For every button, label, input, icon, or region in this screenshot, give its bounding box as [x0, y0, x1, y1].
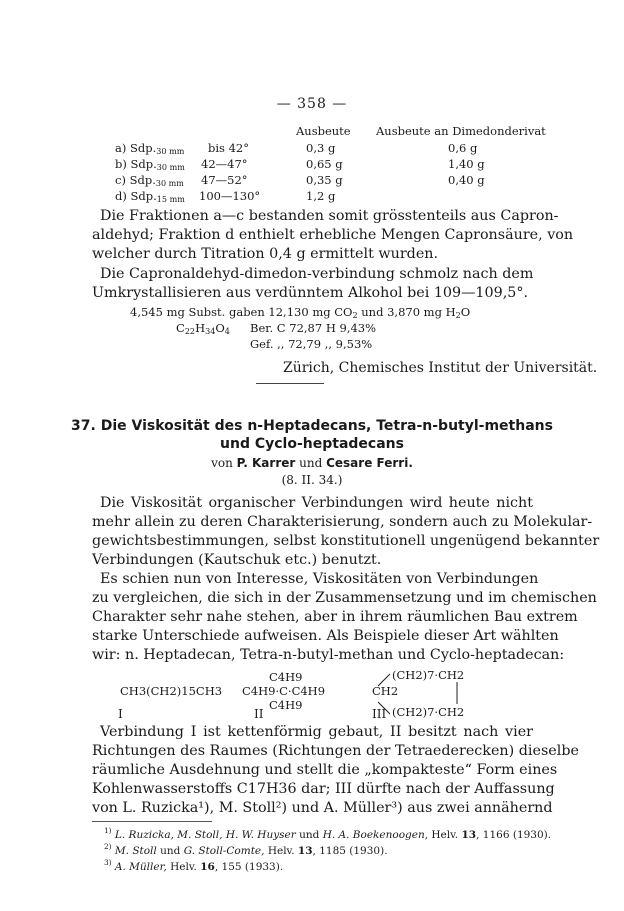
- footnote-journal: Helv.: [428, 829, 462, 841]
- formula-part: O: [215, 321, 225, 335]
- footnote-volume: 13: [461, 829, 477, 841]
- para2-line: Umkrystallisieren aus verdünntem Alkohol bei 109—109,5°.: [92, 285, 529, 301]
- footnote-und: und: [295, 829, 323, 841]
- footnote-volume: 16: [200, 861, 215, 873]
- para5-line: von L. Ruzicka¹), M. Stoll²) und A. Müller³) aus zwei annähernd: [92, 800, 553, 816]
- row-sdp: Sdp.: [130, 189, 157, 203]
- analysis-text: und 3,870 mg H: [357, 305, 456, 319]
- para2-line: Die Capronaldehyd-dimedon-verbindung schmolz nach dem: [100, 266, 534, 282]
- para3-line: gewichtsbestimmungen, selbst konstitutionell ungenügend bekannter: [92, 533, 600, 549]
- article-title-line1: 37. Die Viskosität des n-Heptadecans, Tetra-n-butyl-methans: [71, 418, 553, 434]
- row-dimedon: 0,6 g: [448, 141, 478, 155]
- structure-tbm-top: C4H9: [269, 670, 303, 684]
- structure-cyclo-mid: CH2: [372, 684, 399, 698]
- row-label: a): [115, 141, 127, 155]
- row-pressure: 30 mm: [156, 147, 185, 156]
- molecular-formula: [176, 321, 230, 336]
- row-yield: 0,3 g: [306, 141, 336, 155]
- row-range: 42—47°: [201, 157, 248, 171]
- footnote-number: 2): [104, 842, 112, 851]
- footnote-authors: H. A. Boekenoogen,: [322, 829, 429, 841]
- analysis-found: Gef. ,, 72,79 ,, 9,53%: [250, 337, 373, 351]
- analysis-sub: 2: [455, 311, 461, 320]
- para5-line: räumliche Ausdehnung und stellt die „kompakteste“ Form eines: [92, 762, 558, 778]
- row-pressure: 30 mm: [156, 163, 185, 172]
- structure-heptadecan: [120, 684, 222, 698]
- table-header-dimedon: Ausbeute an Dimedonderivat: [376, 124, 546, 138]
- table-row: [115, 141, 184, 156]
- para3-line: Verbindungen (Kautschuk etc.) benutzt.: [92, 552, 382, 568]
- row-sdp: Sdp.: [129, 173, 156, 187]
- table-header-ausbeute: Ausbeute: [296, 124, 351, 138]
- formula-part: C: [176, 321, 185, 335]
- row-range: 47—52°: [201, 173, 248, 187]
- formula-part: H: [195, 321, 206, 335]
- structure-label-i: I: [118, 707, 123, 721]
- para4-line: zu vergleichen, die sich in der Zusammensetzung und im chemischen: [92, 590, 597, 606]
- para1-line: aldehyd; Fraktion d enthielt erhebliche Mengen Capronsäure, von: [92, 227, 574, 243]
- analysis-text: O: [460, 305, 471, 319]
- row-range: bis 42°: [208, 141, 249, 155]
- footnote-authors: M. Stoll: [114, 845, 157, 857]
- footnote-authors: A. Müller,: [114, 861, 167, 873]
- row-pressure: 30 mm: [155, 179, 184, 188]
- footnote: [104, 826, 551, 841]
- submission-date: (8. II. 34.): [281, 473, 343, 487]
- row-sdp: Sdp.: [130, 157, 157, 171]
- row-label: b): [115, 157, 127, 171]
- analysis-text: 4,545 mg Subst. gaben 12,130 mg CO: [130, 305, 353, 319]
- para3-line: mehr allein zu deren Charakterisierung, sondern auch zu Molekular-: [92, 514, 593, 530]
- footnote-pages: , 155 (1933).: [214, 861, 284, 873]
- row-label: d): [115, 189, 127, 203]
- para5-line: Richtungen des Raumes (Richtungen der Tetraederecken) dieselbe: [92, 743, 579, 759]
- structure-tbm-mid: C4H9·C·C4H9: [242, 684, 326, 698]
- row-pressure: 15 mm: [156, 195, 185, 204]
- para3-line: Die Viskosität organischer Verbindungen wird heute nicht: [100, 495, 533, 511]
- separator-rule: [256, 383, 324, 384]
- table-row: [115, 173, 184, 188]
- footnote-authors: G. Stoll-Comte,: [183, 845, 265, 857]
- footnote-journal: Helv.: [166, 861, 201, 873]
- footnote: [104, 858, 283, 873]
- article-title-line2: und Cyclo-heptadecans: [220, 436, 404, 452]
- row-yield: 1,2 g: [306, 189, 336, 203]
- analysis-calculated: Ber. C 72,87 H 9,43%: [250, 321, 377, 335]
- structure-label-ii: II: [254, 707, 264, 721]
- footnote-authors: L. Ruzicka, M. Stoll, H. W. Huyser: [114, 829, 296, 841]
- footnote-number: 1): [104, 826, 112, 835]
- footnote-pages: , 1185 (1930).: [312, 845, 388, 857]
- para4-line: starke Unterschiede aufweisen. Als Beispiele dieser Art wählten: [92, 628, 559, 644]
- page-number: — 358 —: [276, 96, 348, 112]
- byline-und: und: [299, 456, 323, 470]
- formula-sub: 22: [184, 327, 196, 336]
- para4-line: Es schien nun von Interesse, Viskositäten von Verbindungen: [100, 571, 539, 587]
- para5-line: Verbindung I ist kettenförmig gebaut, II besitzt nach vier: [100, 724, 533, 740]
- footnote-pages: , 1166 (1930).: [476, 829, 552, 841]
- byline: [0, 456, 624, 470]
- structure-cyclo-top: (CH2)7·CH2: [392, 668, 465, 682]
- footnote-rule: [92, 821, 212, 822]
- para5-line: Kohlenwasserstoffs C17H36 dar; III dürfte nach der Auffassung: [92, 781, 555, 797]
- row-sdp: Sdp.: [130, 141, 157, 155]
- para4-line: wir: n. Heptadecan, Tetra-n-butyl-methan und Cyclo-heptadecan:: [92, 647, 565, 663]
- row-yield: 0,35 g: [306, 173, 343, 187]
- byline-von: von: [211, 456, 233, 470]
- row-dimedon: 1,40 g: [448, 157, 485, 171]
- affiliation: Zürich, Chemisches Institut der Universität.: [283, 360, 598, 376]
- para4-line: Charakter sehr nahe stehen, aber in ihrem räumlichen Bau extrem: [92, 609, 578, 625]
- author-ferri: Cesare Ferri.: [326, 456, 413, 470]
- structure-label-iii: III: [372, 707, 387, 721]
- para1-line: Die Fraktionen a—c bestanden somit grösstenteils aus Capron-: [100, 208, 559, 224]
- row-label: c): [115, 173, 126, 187]
- structure-tbm-bottom: C4H9: [269, 698, 303, 712]
- footnote: [104, 842, 388, 857]
- footnote-journal: Helv.: [264, 845, 298, 857]
- table-row: [115, 189, 185, 204]
- footnote-und: und: [156, 845, 184, 857]
- structure-cyclo-bottom: (CH2)7·CH2: [392, 705, 465, 719]
- para1-line: welcher durch Titration 0,4 g ermittelt wurden.: [92, 246, 439, 262]
- row-dimedon: 0,40 g: [448, 173, 485, 187]
- table-row: [115, 157, 185, 172]
- author-karrer: P. Karrer: [236, 456, 296, 470]
- analysis-line: [130, 305, 470, 320]
- footnote-volume: 13: [297, 845, 313, 857]
- row-yield: 0,65 g: [306, 157, 343, 171]
- formula-sub: 4: [224, 327, 230, 336]
- structure-text: CH3(CH2)15CH3: [120, 684, 223, 698]
- row-range: 100—130°: [199, 189, 261, 203]
- footnote-number: 3): [104, 858, 112, 867]
- analysis-sub: 2: [352, 311, 358, 320]
- formula-sub: 34: [205, 327, 216, 336]
